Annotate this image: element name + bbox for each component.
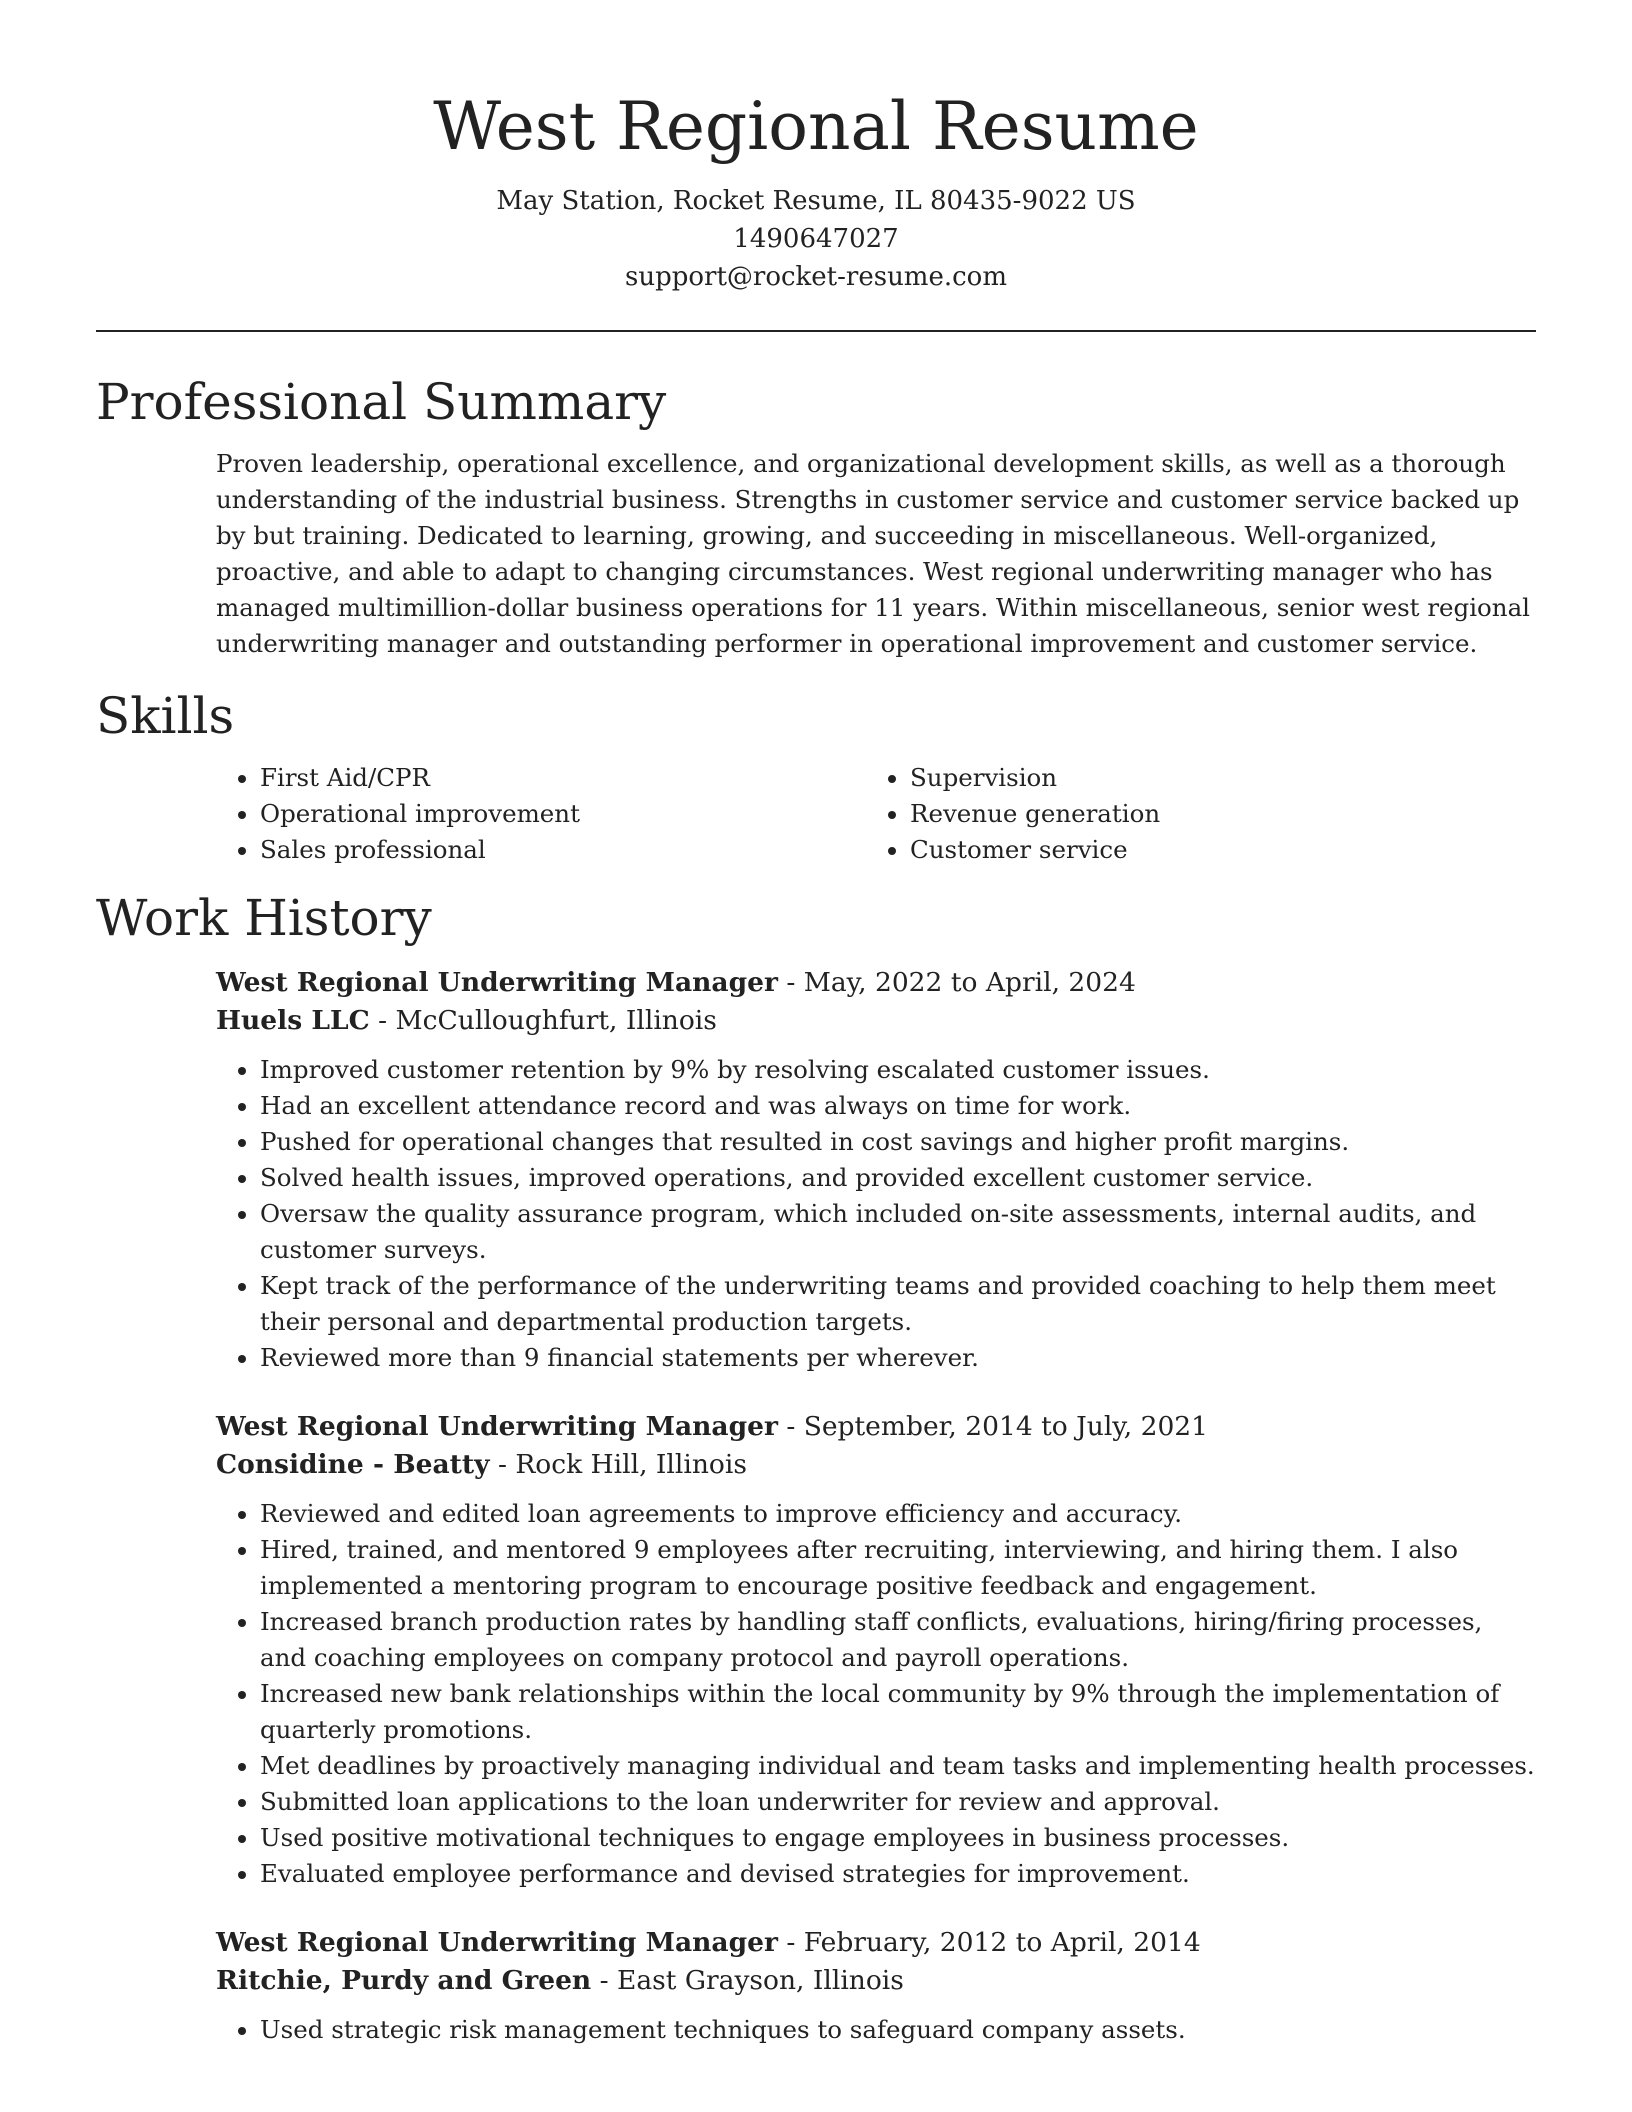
skill-item: • Supervision (910, 760, 1516, 796)
job-dates: - May, 2022 to April, 2024 (777, 967, 1136, 998)
job-bullet: • Used strategic risk management techniques to safeguard company assets. (260, 2012, 1536, 2048)
job-bullets (216, 2012, 1536, 2048)
resume-name: West Regional Resume (433, 88, 1199, 165)
job-company-line (216, 1962, 1536, 2000)
work-history-heading: Work History (96, 889, 432, 947)
contact-block (96, 182, 1536, 296)
skills-column-right (866, 760, 1516, 868)
job-bullet: • Increased new bank relationships within the local community by 9% through the implementation of quarterly promotions. (260, 1676, 1536, 1748)
contact-address: May Station, Rocket Resume, IL 80435-9022 US (496, 186, 1136, 216)
contact-phone: 1490647027 (733, 224, 899, 254)
job-bullet: • Used positive motivational techniques to engage employees in business processes. (260, 1820, 1536, 1856)
summary-heading: Professional Summary (96, 373, 667, 431)
job-bullet: • Met deadlines by proactively managing individual and team tasks and implementing health processes. (260, 1748, 1536, 1784)
skill-item: • Revenue generation (910, 796, 1516, 832)
job-bullet: • Had an excellent attendance record and was always on time for work. (260, 1088, 1536, 1124)
job-location: - East Grayson, Illinois (591, 1965, 904, 1996)
resume-page (96, 0, 1536, 2048)
job-bullet: • Solved health issues, improved operations, and provided excellent customer service. (260, 1160, 1536, 1196)
skill-item: • Operational improvement (260, 796, 866, 832)
skill-item: • Sales professional (260, 832, 866, 868)
job-dates: - February, 2012 to April, 2014 (777, 1927, 1201, 1958)
job-bullet: • Reviewed more than 9 financial statements per wherever. (260, 1340, 1536, 1376)
job-bullet: • Pushed for operational changes that resulted in cost savings and higher profit margins. (260, 1124, 1536, 1160)
job-entry (216, 1924, 1536, 2048)
summary-text: Proven leadership, operational excellence, and organizational development skills, as well as a thorough understanding of the industrial business. Strengths in customer service and customer service backed up by but training. Dedicated to learning, growing, and succeeding in miscellaneous. Well-organized, proactive, and able to adapt to changing circumstances. West regional underwriting manager who has managed multimillion-dollar business operations for 11 years. Within miscellaneous, senior west regional underwriting manager and outstanding performer in operational improvement and customer service. (216, 449, 1531, 658)
job-company-line (216, 1446, 1536, 1484)
header-divider (96, 330, 1536, 332)
job-location: - McCulloughfurt, Illinois (369, 1005, 717, 1036)
job-bullet: • Increased branch production rates by handling staff conflicts, evaluations, hiring/firing processes, and coaching employees on company protocol and payroll operations. (260, 1604, 1536, 1676)
job-bullet: • Submitted loan applications to the loan underwriter for review and approval. (260, 1784, 1536, 1820)
job-entry (216, 1408, 1536, 1892)
job-title-line (216, 964, 1536, 1002)
job-company: Ritchie, Purdy and Green (216, 1965, 592, 1996)
job-bullets (216, 1496, 1536, 1892)
job-bullet: • Kept track of the performance of the underwriting teams and provided coaching to help them meet their personal and departmental production targets. (260, 1268, 1536, 1340)
job-company-line (216, 1002, 1536, 1040)
job-company: Considine - Beatty (216, 1449, 490, 1480)
job-bullet: • Evaluated employee performance and devised strategies for improvement. (260, 1856, 1536, 1892)
skills-list (216, 760, 1536, 868)
contact-email: support@rocket-resume.com (624, 262, 1007, 292)
job-company: Huels LLC (216, 1005, 370, 1036)
job-title: West Regional Underwriting Manager (216, 967, 778, 998)
job-title-line (216, 1924, 1536, 1962)
skill-item: • First Aid/CPR (260, 760, 866, 796)
job-bullet: • Reviewed and edited loan agreements to improve efficiency and accuracy. (260, 1496, 1536, 1532)
job-title: West Regional Underwriting Manager (216, 1411, 778, 1442)
job-bullet: • Oversaw the quality assurance program, which included on-site assessments, internal audits, and customer surveys. (260, 1196, 1536, 1268)
skills-heading: Skills (96, 687, 235, 745)
job-location: - Rock Hill, Illinois (489, 1449, 747, 1480)
skill-item: • Customer service (910, 832, 1516, 868)
job-entry (216, 964, 1536, 1376)
job-bullet: • Improved customer retention by 9% by resolving escalated customer issues. (260, 1052, 1536, 1088)
skills-column-left (216, 760, 866, 868)
job-bullet: • Hired, trained, and mentored 9 employees after recruiting, interviewing, and hiring them. I also implemented a mentoring program to encourage positive feedback and engagement. (260, 1532, 1536, 1604)
job-title: West Regional Underwriting Manager (216, 1927, 778, 1958)
job-title-line (216, 1408, 1536, 1446)
job-bullets (216, 1052, 1536, 1376)
job-dates: - September, 2014 to July, 2021 (777, 1411, 1209, 1442)
